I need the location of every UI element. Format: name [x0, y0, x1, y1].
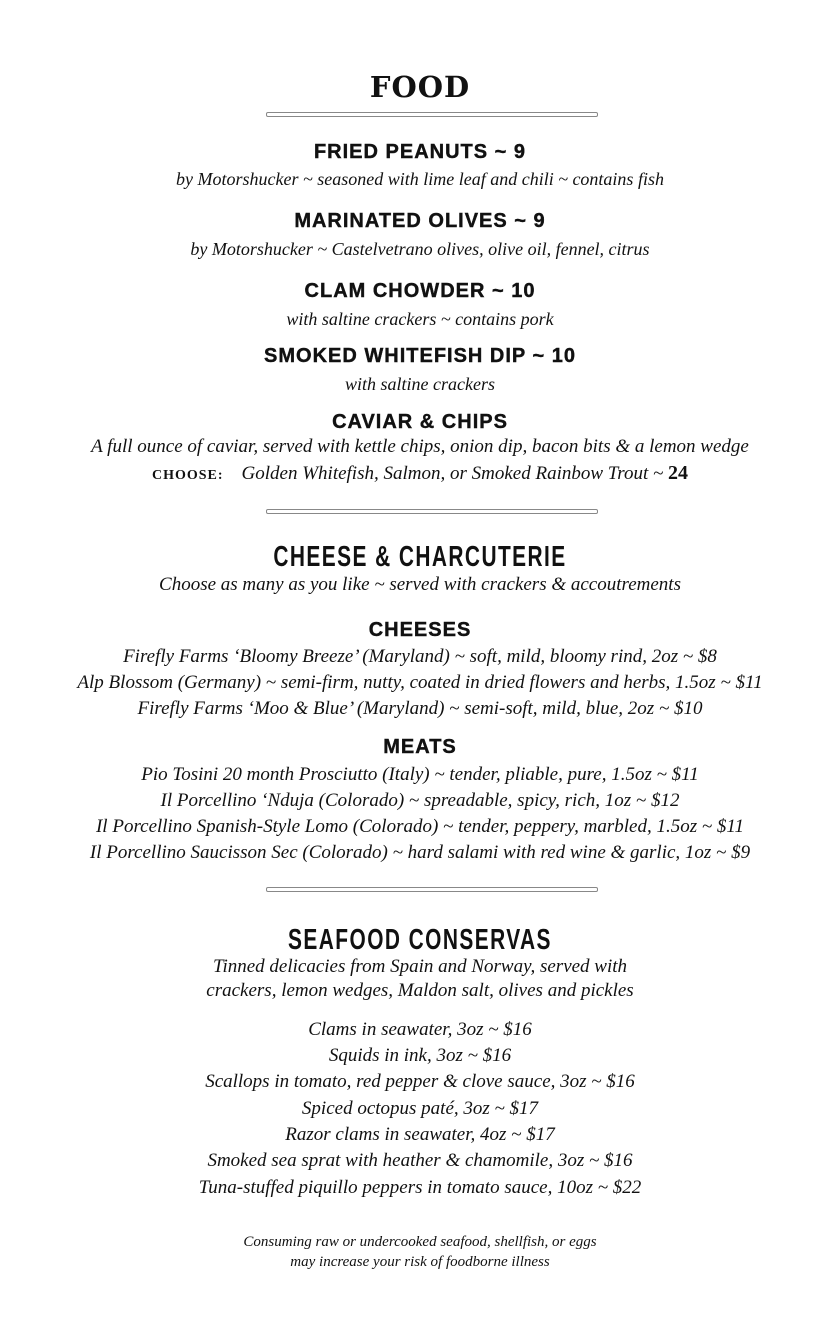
caviar-options	[0, 461, 840, 485]
meats-heading: MEATS	[383, 736, 457, 758]
food-section-title: FOOD	[369, 70, 471, 104]
conservas-desc: Tinned delicacies from Spain and Norway, served with	[212, 956, 628, 977]
menu-item-name: SMOKED WHITEFISH DIP ~ 10	[264, 345, 576, 367]
disclaimer-line: Consuming raw or undercooked seafood, shellfish, or eggs	[243, 1234, 597, 1250]
conservas-item: Tuna-stuffed piquillo peppers in tomato sauce, 10oz ~ $22	[198, 1177, 642, 1198]
menu-item-name: MARINATED OLIVES ~ 9	[294, 210, 546, 232]
menu-item-name: CLAM CHOWDER ~ 10	[304, 280, 536, 302]
cheese-item: Alp Blossom (Germany) ~ semi-firm, nutty, coated in dried flowers and herbs, 1.5oz ~ $11	[77, 672, 763, 693]
conservas-item: Razor clams in seawater, 4oz ~ $17	[285, 1124, 555, 1145]
menu-item-desc: by Motorshucker ~ seasoned with lime leaf and chili ~ contains fish	[176, 169, 664, 189]
conservas-item: Spiced octopus paté, 3oz ~ $17	[301, 1098, 539, 1119]
meat-item: Il Porcellino ‘Nduja (Colorado) ~ spreadable, spicy, rich, 1oz ~ $12	[160, 790, 680, 811]
conservas-item: Squids in ink, 3oz ~ $16	[328, 1045, 512, 1066]
divider	[266, 887, 598, 892]
conservas-section-title: SEAFOOD CONSERVAS	[288, 924, 552, 956]
caviar-options-text: Golden Whitefish, Salmon, or Smoked Rainbow Trout ~	[241, 463, 664, 484]
menu-item-name: FRIED PEANUTS ~ 9	[313, 141, 527, 163]
conservas-item: Smoked sea sprat with heather & chamomile, 3oz ~ $16	[207, 1150, 633, 1171]
divider	[266, 112, 598, 117]
divider	[266, 509, 598, 514]
menu-item-desc: with saltine crackers	[345, 374, 495, 394]
conservas-item: Scallops in tomato, red pepper & clove sauce, 3oz ~ $16	[205, 1071, 635, 1092]
cheeses-heading: CHEESES	[368, 619, 472, 641]
conservas-item: Clams in seawater, 3oz ~ $16	[308, 1019, 532, 1040]
menu-item-desc: by Motorshucker ~ Castelvetrano olives, olive oil, fennel, citrus	[190, 239, 650, 259]
cheese-section-title: CHEESE & CHARCUTERIE	[273, 541, 567, 573]
choose-label: CHOOSE:	[151, 468, 224, 483]
caviar-name: CAVIAR & CHIPS	[332, 411, 508, 433]
meat-item: Il Porcellino Spanish-Style Lomo (Colorado) ~ tender, peppery, marbled, 1.5oz ~ $11	[95, 816, 744, 837]
menu-item-desc: with saltine crackers ~ contains pork	[286, 309, 554, 329]
cheese-section-subtitle: Choose as many as you like ~ served with crackers & accoutrements	[159, 574, 681, 595]
conservas-desc: crackers, lemon wedges, Maldon salt, olives and pickles	[206, 980, 634, 1001]
disclaimer-line: may increase your risk of foodborne illness	[290, 1254, 550, 1270]
cheese-item: Firefly Farms ‘Bloomy Breeze’ (Maryland) ~ soft, mild, bloomy rind, 2oz ~ $8	[123, 646, 717, 667]
caviar-price: 24	[668, 462, 689, 484]
meat-item: Pio Tosini 20 month Prosciutto (Italy) ~ tender, pliable, pure, 1.5oz ~ $11	[141, 764, 699, 785]
caviar-desc: A full ounce of caviar, served with kettle chips, onion dip, bacon bits & a lemon wedge	[91, 436, 749, 457]
meat-item: Il Porcellino Saucisson Sec (Colorado) ~ hard salami with red wine & garlic, 1oz ~ $9	[89, 842, 751, 863]
cheese-item: Firefly Farms ‘Moo & Blue’ (Maryland) ~ semi-soft, mild, blue, 2oz ~ $10	[137, 698, 703, 719]
